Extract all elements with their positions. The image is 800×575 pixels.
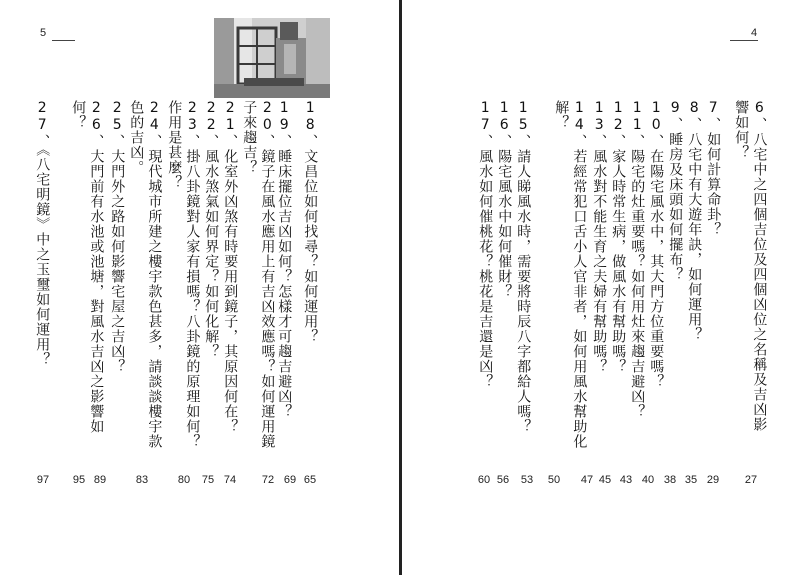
- toc-entry: 20、鏡子在風水應用上有吉凶效應嗎？如何運用鏡 子來趨吉？: [241, 100, 276, 449]
- toc-page-number: 29: [706, 474, 720, 486]
- toc-page-number: 72: [261, 474, 275, 486]
- toc-entry: 10、在陽宅風水中，其大門方位重要嗎？: [648, 100, 665, 389]
- toc-page-number: 45: [598, 474, 612, 486]
- header-rule-right: [730, 40, 758, 41]
- toc-entry: 13、風水對不能生育之夫婦有幫助嗎？: [591, 100, 608, 374]
- header-photo: [214, 18, 330, 98]
- toc-entry: 22、風水煞氣如何界定？如何化解？: [203, 100, 220, 359]
- toc-page-number: 60: [477, 474, 491, 486]
- toc-page-number: 40: [641, 474, 655, 486]
- toc-entry: 23、掛八卦鏡對人家有損嗎？八卦鏡的原理如何？ 作用是甚麼？: [166, 100, 201, 449]
- right-page: [402, 0, 800, 575]
- toc-entry: 9、睡房及床頭如何擺布？: [667, 100, 684, 282]
- page-number-left: 5: [40, 27, 47, 39]
- toc-page-number: 75: [201, 474, 215, 486]
- toc-page-number: 47: [580, 474, 594, 486]
- toc-page-number: 65: [303, 474, 317, 486]
- toc-page-number: 83: [135, 474, 149, 486]
- toc-entry: 8、八宅中有大遊年訣，如何運用？: [686, 100, 703, 342]
- toc-page-number: 80: [177, 474, 191, 486]
- toc-entry: 7、如何計算命卦？: [705, 100, 722, 237]
- toc-entry: 15、請人睇風水時，需要將時辰八字都給人嗎？: [515, 100, 532, 434]
- toc-entry: 24、現代城市所建之樓宇款色甚多，請談談樓宇款 色的吉凶。: [128, 100, 163, 449]
- header-rule-left: [52, 40, 75, 41]
- toc-page-number: 97: [36, 474, 50, 486]
- toc-entry: 16、陽宅風水中如何催財？: [496, 100, 513, 299]
- toc-page-number: 56: [496, 474, 510, 486]
- toc-entry: 19、睡床擺位吉凶如何？怎樣才可趨吉避凶？: [276, 100, 293, 419]
- toc-page-number: 35: [684, 474, 698, 486]
- toc-entry: 17、風水如何催桃花？桃花是吉還是凶？: [477, 100, 494, 389]
- toc-page-number: 50: [547, 474, 561, 486]
- toc-page-number: 27: [744, 474, 758, 486]
- toc-entry: 6、八宅中之四個吉位及四個凶位之名稱及吉凶影 響如何？: [733, 100, 768, 432]
- toc-page-number: 89: [93, 474, 107, 486]
- toc-entry: 27、《八宅明鏡》中之玉璽如何運用？: [34, 100, 51, 367]
- toc-page-number: 95: [72, 474, 86, 486]
- toc-entry: 25、大門外之路如何影響宅屋之吉凶？: [109, 100, 126, 374]
- toc-entry: 12、家人時常生病，做風水有幫助嗎？: [610, 100, 627, 374]
- toc-entry: 11、陽宅的灶重要嗎？如何用灶來趨吉避凶？: [629, 100, 646, 419]
- page-number-right: 4: [751, 27, 758, 39]
- toc-entry: 18、文昌位如何找尋？如何運用？: [302, 100, 319, 344]
- toc-entry: 26、大門前有水池或池塘，對風水吉凶之影響如 何？: [70, 100, 105, 434]
- toc-page-number: 74: [223, 474, 237, 486]
- toc-entry: 14、若經常犯口舌小人官非者，如何用風水幫助化 解？: [553, 100, 588, 449]
- toc-entry: 21、化室外凶煞有時要用到鏡子，其原因何在？: [222, 100, 239, 434]
- toc-page-number: 43: [619, 474, 633, 486]
- toc-page-number: 38: [663, 474, 677, 486]
- toc-page-number: 53: [520, 474, 534, 486]
- left-page: [0, 0, 399, 575]
- toc-page-number: 69: [283, 474, 297, 486]
